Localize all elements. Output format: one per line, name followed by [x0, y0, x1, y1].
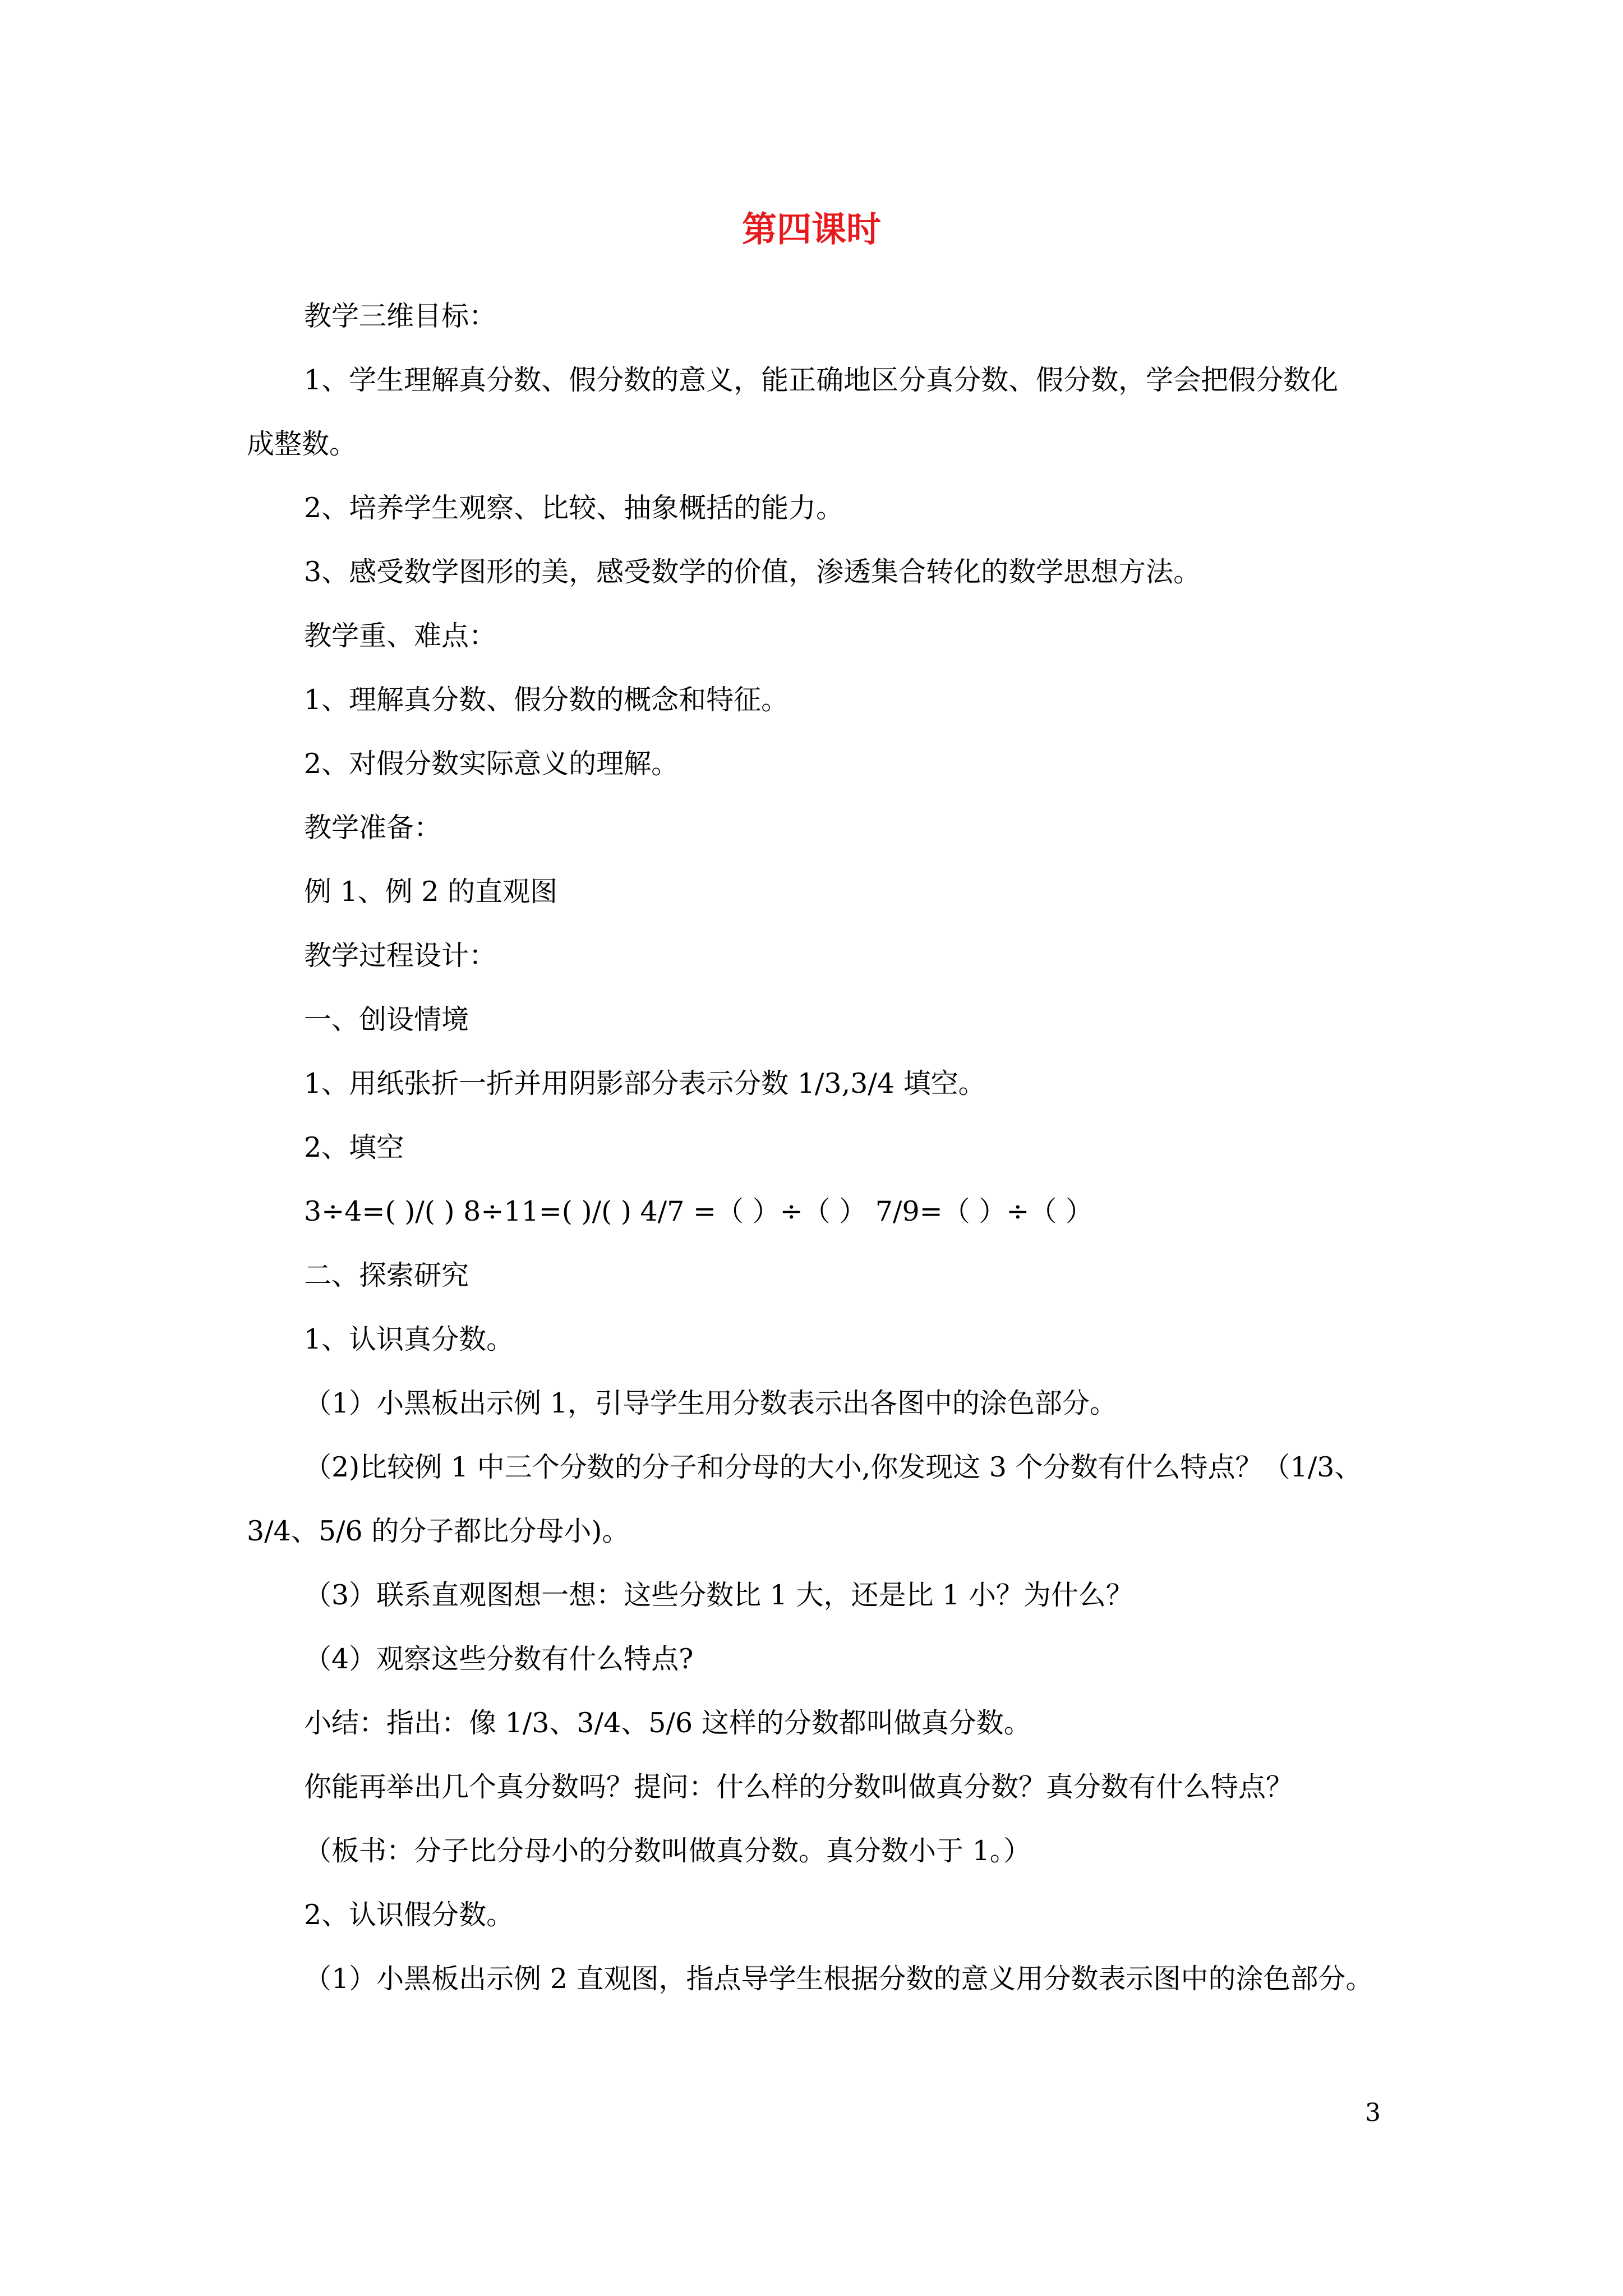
- page-title: 第四课时: [741, 209, 881, 250]
- paragraph-goal-3: 3、感受数学图形的美，感受数学的价值，渗透集合转化的数学思想方法。: [304, 556, 1201, 588]
- paragraph-step-2-cont: 3/4、5/6 的分子都比分母小)。: [247, 1515, 630, 1547]
- paragraph-proper-fractions-heading: 1、认识真分数。: [304, 1323, 514, 1355]
- paragraph-step-2: （2)比较例 1 中三个分数的分子和分母的大小,你发现这 3 个分数有什么特点？（1/3、: [304, 1451, 1362, 1483]
- paragraph-goal-1-cont: 成整数。: [247, 428, 357, 460]
- page-number: 3: [1365, 2099, 1381, 2127]
- paragraph-summary: 小结：指出：像 1/3、3/4、5/6 这样的分数都叫做真分数。: [304, 1707, 1031, 1739]
- paragraph-section-1-item-1: 1、用纸张折一折并用阴影部分表示分数 1/3,3/4 填空。: [304, 1068, 986, 1099]
- paragraph-step-1: （1）小黑板出示例 1，引导学生用分数表示出各图中的涂色部分。: [304, 1387, 1117, 1419]
- paragraph-step-4: （4）观察这些分数有什么特点?: [304, 1643, 694, 1675]
- paragraph-section-1-item-2: 2、填空: [304, 1131, 404, 1163]
- paragraph-key-point-1: 1、理解真分数、假分数的概念和特征。: [304, 684, 789, 716]
- paragraph-key-point-2: 2、对假分数实际意义的理解。: [304, 748, 679, 780]
- paragraph-fill-blanks: 3÷4=( )/( ) 8÷11=( )/( ) 4/7 =（ ）÷（ ） 7/9=（ ）÷（ ）: [304, 1195, 1093, 1227]
- paragraph-preparation-heading: 教学准备：: [304, 812, 442, 844]
- paragraph-section-2-heading: 二、探索研究: [304, 1259, 469, 1291]
- paragraph-board-note: （板书：分子比分母小的分数叫做真分数。真分数小于 1。）: [304, 1835, 1031, 1867]
- paragraph-step-3: （3）联系直观图想一想：这些分数比 1 大，还是比 1 小？为什么？: [304, 1579, 1133, 1611]
- paragraph-process-heading: 教学过程设计：: [304, 940, 497, 972]
- paragraph-improper-step-1: （1）小黑板出示例 2 直观图，指点导学生根据分数的意义用分数表示图中的涂色部分。: [304, 1963, 1373, 1995]
- paragraph-key-points-heading: 教学重、难点：: [304, 620, 497, 652]
- paragraph-preparation: 例 1、例 2 的直观图: [304, 876, 558, 908]
- paragraph-question: 你能再举出几个真分数吗？提问：什么样的分数叫做真分数？真分数有什么特点？: [304, 1771, 1294, 1803]
- paragraph-teaching-goals-heading: 教学三维目标：: [304, 300, 497, 332]
- paragraph-goal-1: 1、学生理解真分数、假分数的意义，能正确地区分真分数、假分数，学会把假分数化: [304, 364, 1339, 396]
- paragraph-section-1-heading: 一、创设情境: [304, 1004, 469, 1036]
- paragraph-improper-fractions-heading: 2、认识假分数。: [304, 1899, 514, 1931]
- paragraph-goal-2: 2、培养学生观察、比较、抽象概括的能力。: [304, 492, 844, 524]
